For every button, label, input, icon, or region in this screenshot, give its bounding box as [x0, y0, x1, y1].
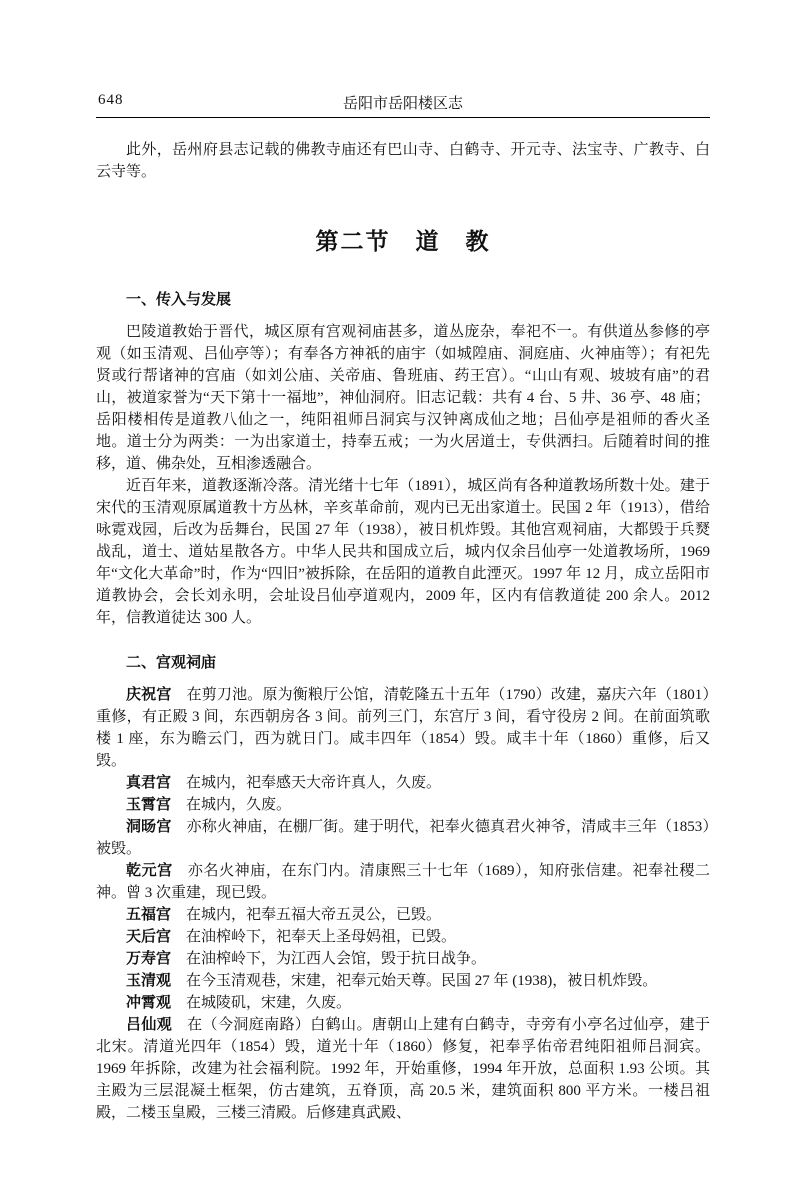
temple-entry-text: 在今玉清观巷，宋建，祀奉元始天尊。民国 27 年 (1938)，被日机炸毁。: [186, 973, 658, 989]
temple-entry-text: 在城陵矶，宋建，久废。: [186, 995, 352, 1011]
temple-entry-name: 洞旸宫: [126, 818, 172, 835]
subsection-1-heading: 一、传入与发展: [126, 291, 232, 308]
temple-entry-name: 天后宫: [126, 928, 172, 945]
temple-entry-name: 玉霄宫: [126, 796, 172, 813]
temple-entry-text: 在油榨岭下，祀奉天上圣母妈祖，已毁。: [186, 929, 457, 945]
temple-entry: [96, 794, 710, 816]
temple-entry-name: 乾元宫: [126, 862, 173, 879]
temple-entry: [96, 860, 710, 904]
header-rule: [96, 117, 710, 118]
temple-entry-text: 亦名火神庙，在东门内。清康熙三十七年（1689），知府张信建。祀奉社稷二神。曾 3 次重建，现已毁。: [96, 863, 710, 901]
temple-entry: [96, 1014, 710, 1124]
temple-entry-text: 在油榨岭下，为江西人会馆，毁于抗日战争。: [186, 951, 487, 967]
temple-entry: [96, 926, 710, 948]
temple-entry-name: 五福宫: [126, 906, 172, 923]
temple-entry-text: 在城内，祀奉五福大帝五灵公，已毁。: [186, 907, 442, 923]
temple-entry-name: 万寿宫: [126, 950, 172, 967]
temple-entry-name: 冲霄观: [126, 994, 172, 1011]
temple-entry-text: 亦称火神庙，在棚厂街。建于明代，祀奉火德真君火神爷，清咸丰三年（1853）被毁。: [96, 819, 710, 857]
section-title: 第二节 道 教: [315, 229, 491, 254]
temple-entry-name: 玉清观: [126, 972, 172, 989]
temple-entry: [96, 684, 710, 772]
subsection-1-paragraph: 近百年来，道教逐渐冷落。清光绪十七年（1891），城区尚有各种道教场所数十处。建于宋代的玉清观原属道教十方丛林，辛亥革命前，观内已无出家道士。民国 2 年（1913），借给咏霓戏园，后改为岳舞台，民国 27 年（1938），被日机炸毁。其他宫观祠庙，大都毁于兵燹战乱，道士、道姑星散各方。中华人民共和国成立后，城内仅余吕仙亭一处道教场所，1969 年“文化大革命”时，作为“四旧”被拆除，在岳阳的道教自此湮灭。1997 年 12 月，成立岳阳市道教协会，会长刘永明，会址设吕仙亭道观内，2009 年，区内有信教道徒 200 余人。2012 年，信教道徒达 300 人。: [96, 478, 710, 626]
temple-entry: [96, 948, 710, 970]
temple-entry: [96, 970, 710, 992]
temple-entry: [96, 904, 710, 926]
temple-entry-text: 在城内，久废。: [186, 797, 292, 813]
temple-entry-name: 吕仙观: [126, 1016, 173, 1033]
subsection-1-paragraph: 巴陵道教始于晋代，城区原有宫观祠庙甚多，道丛庞杂，奉祀不一。有供道丛参修的亭观（如玉清观、吕仙亭等）；有奉各方神祇的庙宇（如城隍庙、洞庭庙、火神庙等）；有祀先贤或行帮诸神的宫庙（如刘公庙、关帝庙、鲁班庙、药王宫）。“山山有观、坡坡有庙”的君山，被道家誉为“天下第十一福地”，神仙洞府。旧志记载：共有 4 台、5 井、36 亭、48 庙；岳阳楼相传是道教八仙之一，纯阳祖师吕洞宾与汉钟离成仙之地；吕仙亭是祖师的香火圣地。道士分为两类：一为出家道士，持奉五戒；一为火居道士，专供洒扫。后随着时间的推移，道、佛杂处，互相渗透融合。: [96, 324, 710, 472]
temple-entry: [96, 992, 710, 1014]
page-header: [96, 92, 710, 114]
temple-entry-text: 在（今洞庭南路）白鹤山。唐朝山上建有白鹤寺，寺旁有小亭名过仙亭，建于北宋。清道光四年（1854）毁，道光十年（1860）修复，祀奉孚佑帝君纯阳祖师吕洞宾。1969 年拆除，改建为社会福利院。1992 年，开始重修，1994 年开放，总面积 1.93 公顷。其主殿为三层混凝土框架，仿古建筑，五脊顶，高 20.5 米，建筑面积 800 平方米。一楼吕祖殿，二楼玉皇殿，三楼三清殿。后修建真武殿、: [96, 1017, 710, 1121]
book-title: 岳阳市岳阳楼区志: [342, 96, 463, 112]
intro-paragraph: 此外，岳州府县志记载的佛教寺庙还有巴山寺、白鹤寺、开元寺、法宝寺、广教寺、白云寺等。: [96, 142, 710, 180]
page-number: 648: [98, 92, 124, 108]
temple-entry-text: 在城内，祀奉感天大帝许真人，久废。: [186, 775, 442, 791]
temple-entry: [96, 772, 710, 794]
temple-entry-text: 在剪刀池。原为衡粮厅公馆，清乾隆五十五年（1790）改建，嘉庆六年（1801）重修，有正殿 3 间，东西朝房各 3 间。前列三门，东宫厅 3 间，看守役房 2 间。在前面筑歌楼 1 座，东为瞻云门，西为就日门。咸丰四年（1854）毁。咸丰十年（1860）重修，后又毁。: [96, 687, 710, 769]
temple-entry-name: 真君宫: [126, 774, 172, 791]
temple-entry-name: 庆祝宫: [126, 686, 172, 703]
subsection-2-heading: 二、宫观祠庙: [126, 654, 217, 671]
temple-entry: [96, 816, 710, 860]
